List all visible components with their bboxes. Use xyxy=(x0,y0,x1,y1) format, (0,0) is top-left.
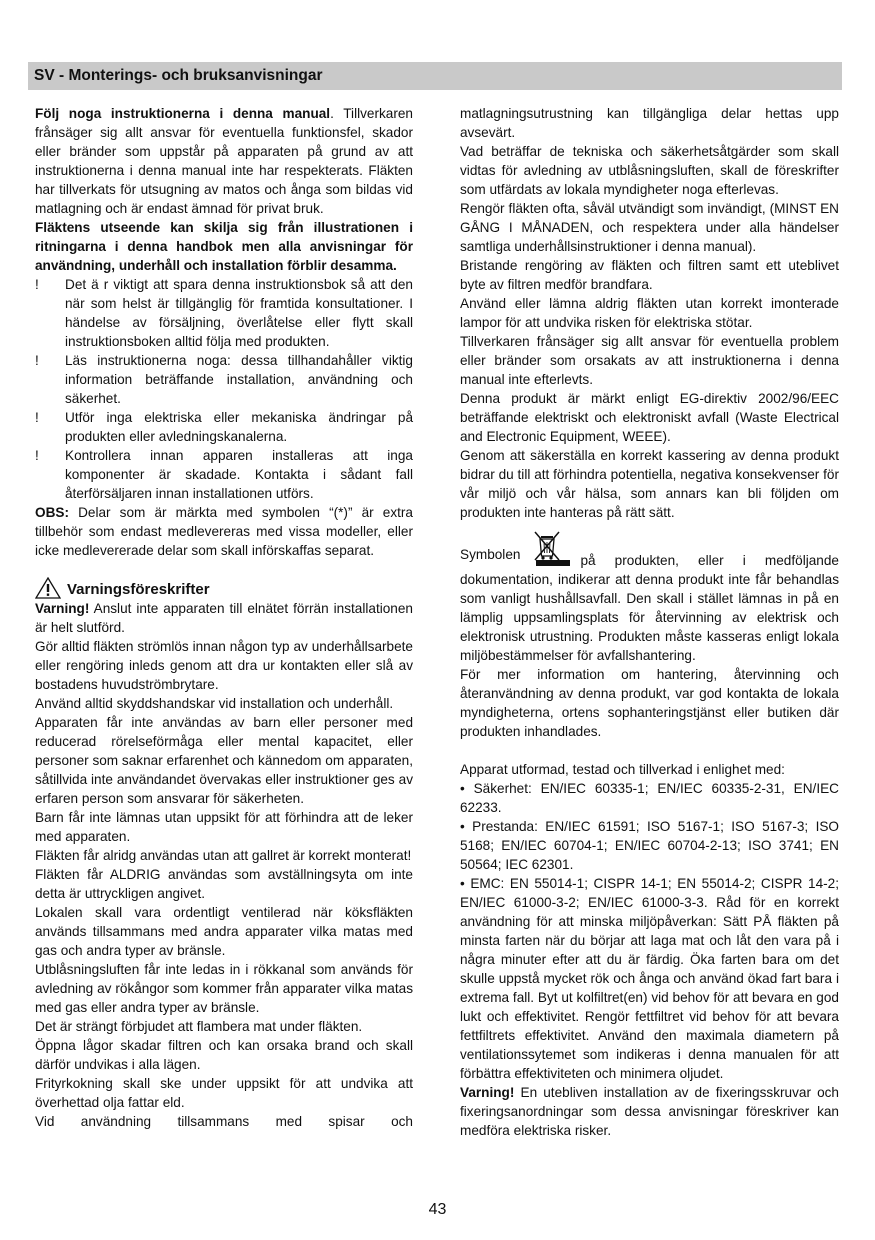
intro-text: . Tillverkaren frånsäger sig allt ansvar för eventuella funktionsfel, skador eller bränder som uppstår på apparaten på grund av att instruktionerna i denna manual inte har respekterats. Fläkten har tillverkats för utsugning av matos och ånga som bildas vid matlagning och är endast ämnad för privat bruk. xyxy=(35,106,413,216)
symbol-paragraph: dokumentation, indikerar att denna produkt inte får behandlas som vanligt hushållsavfall. Den skall i stället lämnas in på en lämplig uppsamlingsplats för återvinning av elektrisk och elektronisk utrustning. Produkten måste kasseras enligt lokala miljöbestämmelser för avfallshantering. xyxy=(460,572,839,663)
emc-standards: • EMC: EN 55014-1; CISPR 14-1; EN 55014-2; CISPR 14-2; EN/IEC 61000-3-2; EN/IEC 61000-3-3. Råd för en korrekt användning för att minska miljöpåverkan: Sätt PÅ fläkten på minsta farten när du börjar att laga mat och låt den vara på i några minuter efter att du är färdig. Öka farten bara om det skulle uppstå mycket rök och ånga och använd ökad fart bara i extrema fall. Byt ut kolfiltret(en) vid behov för att bevara en god lukt och effektivitet. Rengör fettfiltret vid behov för att bevara fettfiltrets effektivitet. Använd den maximala diametern på ventilationssytemet som indikeras i denna manualen för att förbättra effektiviteten och minimera oljudet. xyxy=(460,876,839,1081)
paragraph: Använd alltid skyddshandskar vid installation och underhåll. xyxy=(35,696,394,711)
paragraph: Öppna lågor skadar filtren och kan orsaka brand och skall därför undvikas i alla lägen. xyxy=(35,1038,413,1072)
obs-text: Delar som är märkta med symbolen “(*)” är extra tillbehör som endast medlevereras med vissa modeller, eller icke medlevererade delar som skall införskaffas separat. xyxy=(35,505,413,558)
paragraph: matlagningsutrustning kan tillgängliga delar hettas upp avsevärt. xyxy=(460,106,839,140)
paragraph: Genom att säkerställa en korrekt kassering av denna produkt bidrar du till att förhindra potentiella, negativa konsekvenser för vår miljö och vår hälsa, som annars kan bli följden om produkten inte hanteras på rätt sätt. xyxy=(460,448,839,520)
paragraph: Fläkten får alridg användas utan att gallret är korrekt monterat! xyxy=(35,848,412,863)
left-column xyxy=(35,104,413,1131)
paragraph: Frityrkokning skall ske under uppsikt för att undvika att överhettad olja fattar eld. xyxy=(35,1076,413,1110)
obs-label: OBS: xyxy=(35,505,69,520)
bullet-item xyxy=(35,275,413,351)
page-number: 43 xyxy=(428,1201,447,1218)
paragraph: Använd eller lämna aldrig fläkten utan korrekt imonterade lampor för att undvika risken för elektriska stötar. xyxy=(460,296,839,330)
bullet-item xyxy=(35,351,413,408)
paragraph: Tillverkaren frånsäger sig allt ansvar för eventuella problem eller bränder som orsakats av att instruktionerna i denna manual inte efterlevts. xyxy=(460,334,839,387)
bullet-mark: ! xyxy=(35,410,39,425)
blank-line xyxy=(460,741,839,760)
bullet-text: Det ä r viktigt att spara denna instruktionsbok så att den när som helst är tillgänglig för framtida konsultationer. I händelse av försäljning, överlåtelse eller flytt skall instruktionsboken alltid följa med produkten. xyxy=(65,277,413,349)
warning-triangle-icon xyxy=(35,577,61,599)
bullet-item xyxy=(35,408,413,446)
bullet-mark: ! xyxy=(35,448,39,463)
warnings-heading xyxy=(35,575,413,599)
safety-standards: • Säkerhet: EN/IEC 60335-1; EN/IEC 60335-2-31, EN/IEC 62233. xyxy=(460,781,839,815)
final-warning-text: En utebliven installation av de fixeringsskruvar och fixeringsanordningar som dessa anvisningar föreskriver kan medföra elektriska risker. xyxy=(460,1085,839,1138)
paragraph: Denna produkt är märkt enligt EG-direktiv 2002/96/EEC beträffande elektriskt och elektroniskt avfall (Waste Electrical and Electronic Equipment, WEEE). xyxy=(460,391,839,444)
bullet-mark: ! xyxy=(35,277,39,292)
paragraph: Utblåsningsluften får inte ledas in i rökkanal som används för avledning av rökångor som kommer från apparater vilka matas med gas eller andra typer av bränsle. xyxy=(35,962,413,1015)
designed-line: Apparat utformad, testad och tillverkad i enlighet med: xyxy=(460,762,785,777)
paragraph: Fläkten får ALDRIG användas som avställningsyta om inte detta är uttryckligen angivet. xyxy=(35,867,413,901)
paragraph: Apparaten får inte användas av barn eller personer med reducerad rörelseförmåga eller mental kapacitet, eller personer som saknar erfarenhet och kännedom om apparaten, såtillvida inte användandet övervakas eller instruktioner ges av erfaren person som ansvarar för säkerheten. xyxy=(35,715,413,806)
paragraph: Rengör fläkten ofta, såväl utvändigt som invändigt, (MINST EN GÅNG I MÅNADEN, och respektera under alla händelser samtliga underhållsinstruktioner i denna manual). xyxy=(460,201,839,254)
intro-bold: Följ noga instruktionerna i denna manual xyxy=(35,106,331,121)
paragraph: Barn får inte lämnas utan uppsikt för att förhindra att de leker med apparaten. xyxy=(35,810,413,844)
bullet-text: Utför inga elektriska eller mekaniska ändringar på produkten eller avledningskanalerna. xyxy=(65,410,413,444)
warning-label: Varning! xyxy=(35,601,90,616)
info-paragraph: För mer information om hantering, återvinning och återanvändning av denna produkt, var god kontakta de lokala myndigheterna, ortens sophanteringstjänst eller butiken där produkten inhandlades. xyxy=(460,667,839,739)
bullet-item xyxy=(35,446,413,503)
performance-standards: • Prestanda: EN/IEC 61591; ISO 5167-1; ISO 5167-3; ISO 5168; EN/IEC 60704-1; EN/IEC 60704-2-13; ISO 3741; EN 50564; IEC 62301. xyxy=(460,819,839,872)
intro-paragraph xyxy=(35,104,413,218)
section-title: SV - Monterings- och bruksanvisningar xyxy=(34,67,323,84)
paragraph: Det är strängt förbjudet att flambera mat under fläkten. xyxy=(35,1019,363,1034)
warnings-title: Varningsföreskrifter xyxy=(67,581,210,598)
weee-bar-icon xyxy=(536,560,570,566)
warning-paragraph xyxy=(35,599,413,637)
bullet-text: Läs instruktionerna noga: dessa tillhandahåller viktig information beträffande installation, användning och säkerhet. xyxy=(65,353,413,406)
symbol-word: Symbolen xyxy=(460,547,521,562)
section-header xyxy=(28,62,842,90)
bullet-mark: ! xyxy=(35,353,39,368)
bullet-text: Kontrollera innan apparen installeras att inga komponenter är skadade. Kontakta i sådant fall återförsäljaren innan installationen utförs. xyxy=(65,448,413,501)
right-column xyxy=(460,104,839,1140)
symbol-line xyxy=(460,547,839,570)
warning-text: Anslut inte apparaten till elnätet förrän installationen är helt slutförd. xyxy=(35,601,413,635)
symbol-after: på produkten, eller i medföljande xyxy=(580,553,839,568)
paragraph: Vid användning tillsammans med spisar och xyxy=(35,1114,413,1129)
final-warning xyxy=(460,1083,839,1140)
paragraph: Lokalen skall vara ordentligt ventilerad när köksfläkten används tillsammans med andra apparater vilka matas med gas och andra typer av bränsle. xyxy=(35,905,413,958)
paragraph: Bristande rengöring av fläkten och filtren samt ett uteblivet byte av filtren medför brandfara. xyxy=(460,258,839,292)
final-warning-label: Varning! xyxy=(460,1085,515,1100)
obs-paragraph xyxy=(35,503,413,560)
paragraph: Vad beträffar de tekniska och säkerhetsåtgärder som skall vidtas för avledning av utblåsningsluften, skall de föreskrifter som utfärdats av lokala myndigheter noga efterlevas. xyxy=(460,144,839,197)
paragraph: Gör alltid fläkten strömlös innan någon typ av underhållsarbete eller rengöring inleds genom att dra ur kontakten eller slå av bostadens huvudströmbrytare. xyxy=(35,639,413,692)
appearance-note: Fläktens utseende kan skilja sig från illustrationen i ritningarna i denna handbok men alla anvisningar för användning, underhåll och installation förblir desamma. xyxy=(35,220,413,273)
